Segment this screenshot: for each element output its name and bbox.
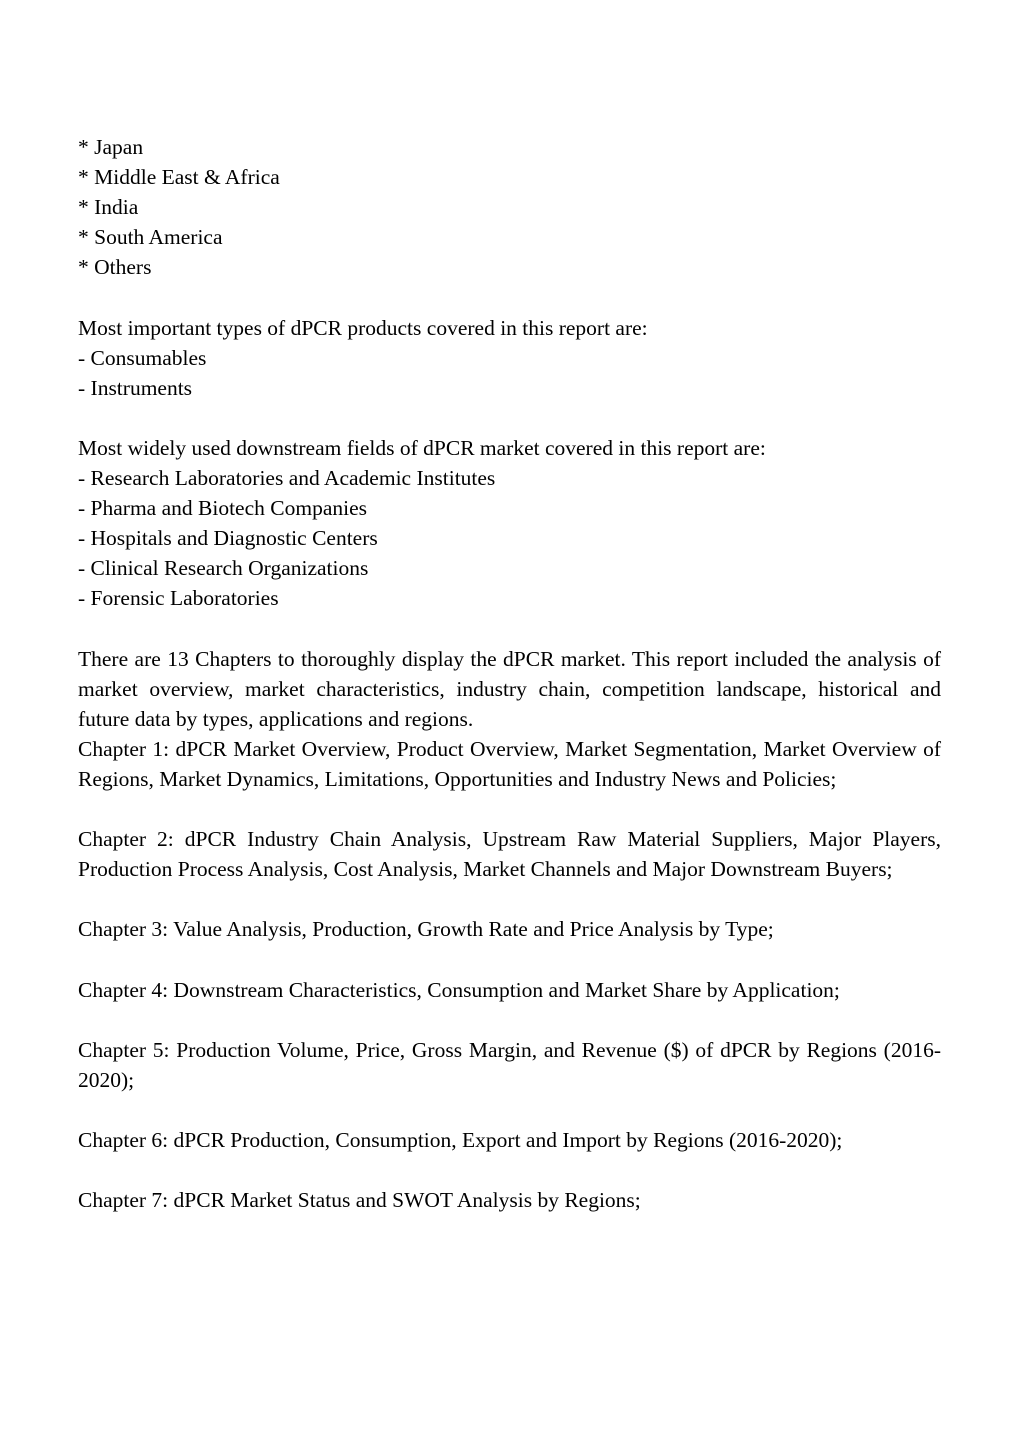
list-item: * Middle East & Africa: [78, 165, 280, 190]
list-item: - Instruments: [78, 375, 193, 400]
chapter-paragraph: Chapter 7: dPCR Market Status and SWOT Analysis by Regions;: [78, 1188, 641, 1213]
spacer: [78, 1095, 941, 1125]
list-item: * Japan: [78, 135, 144, 159]
spacer: [78, 614, 941, 644]
list-item: - Pharma and Biotech Companies: [78, 496, 367, 521]
list-item: - Research Laboratories and Academic Institutes: [78, 466, 496, 491]
spacer: [78, 403, 941, 433]
regions-list: [78, 132, 941, 282]
document-page: [78, 132, 941, 1215]
types-section: [78, 313, 941, 403]
applications-heading: Most widely used downstream fields of dPCR market covered in this report are:: [78, 435, 766, 460]
list-item: - Consumables: [78, 345, 207, 370]
list-item: - Clinical Research Organizations: [78, 556, 369, 581]
list-item: - Forensic Laboratories: [78, 586, 279, 611]
chapters-intro: There are 13 Chapters to thoroughly display the dPCR market. This report included the analysis of market overview, market characteristics, industry chain, competition landscape, historical and future data by types, applications and regions.: [78, 646, 941, 731]
applications-section: [78, 433, 941, 614]
chapter-paragraph: Chapter 5: Production Volume, Price, Gross Margin, and Revenue ($) of dPCR by Regions (2016-2020);: [78, 1037, 941, 1092]
list-item: * India: [78, 195, 139, 220]
chapter-paragraph: Chapter 2: dPCR Industry Chain Analysis, Upstream Raw Material Suppliers, Major Players, Production Process Analysis, Cost Analysis, Market Channels and Major Downstream Buyers;: [78, 827, 941, 882]
spacer: [78, 794, 941, 824]
spacer: [78, 1155, 941, 1185]
chapter-paragraph: Chapter 1: dPCR Market Overview, Product Overview, Market Segmentation, Market Overview of Regions, Market Dynamics, Limitations, Opportunities and Industry News and Policies;: [78, 736, 941, 791]
chapters-section: [78, 644, 941, 1216]
list-item: - Hospitals and Diagnostic Centers: [78, 526, 378, 551]
types-heading: Most important types of dPCR products covered in this report are:: [78, 315, 648, 340]
list-item: * Others: [78, 255, 152, 280]
spacer: [78, 1005, 941, 1035]
spacer: [78, 282, 941, 312]
spacer: [78, 945, 941, 975]
chapter-paragraph: Chapter 6: dPCR Production, Consumption, Export and Import by Regions (2016-2020);: [78, 1128, 843, 1153]
chapter-paragraph: Chapter 4: Downstream Characteristics, Consumption and Market Share by Application;: [78, 977, 840, 1002]
list-item: * South America: [78, 225, 223, 250]
chapter-paragraph: Chapter 3: Value Analysis, Production, Growth Rate and Price Analysis by Type;: [78, 917, 774, 942]
spacer: [78, 884, 941, 914]
